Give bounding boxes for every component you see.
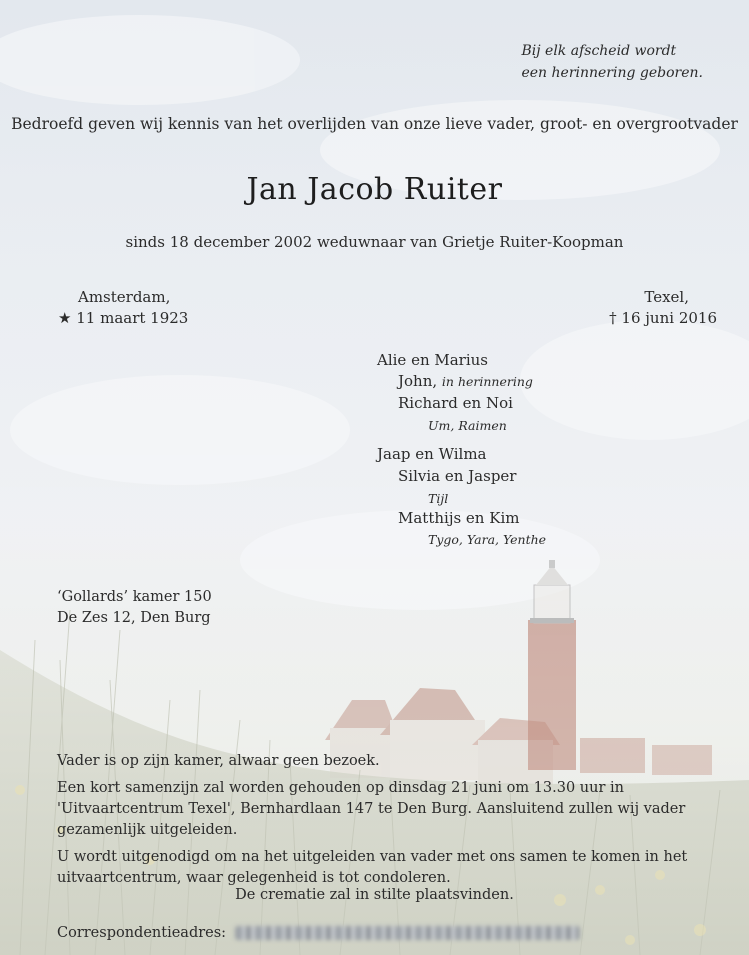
birth-date-row <box>58 308 188 329</box>
birth-place: Amsterdam, <box>78 288 171 306</box>
family-child-2-1: Silvia en Jasper <box>398 467 517 485</box>
quote-line-2: een herinnering geboren. <box>521 65 703 81</box>
correspondence-address <box>57 925 580 942</box>
address-line-1: ‘Gollards’ kamer 150 <box>57 589 212 605</box>
redacted-address <box>235 926 580 940</box>
quote-line-1: Bij elk afscheid wordt <box>521 43 677 59</box>
correspondence-label: Correspondentieadres: <box>57 925 227 941</box>
family-child-note: in herinnering <box>441 374 533 389</box>
family-child-2-2: Matthijs en Kim <box>398 509 520 527</box>
address-line-2: De Zes 12, Den Burg <box>57 610 211 626</box>
death-date: 16 juni 2016 <box>621 309 717 327</box>
birth-date: 11 maart 1923 <box>76 309 189 327</box>
details-paragraph-1: Vader is op zijn kamer, alwaar geen bezoek. <box>57 753 380 769</box>
details-paragraph-2: Een kort samenzijn zal worden gehouden op dinsdag 21 juni om 13.30 uur in 'Uitvaartcentrum Texel', Bernhardlaan 147 te Den Burg. Aansluitend zullen wij vader gezamenlijk uitgeleiden. <box>57 780 686 838</box>
deceased-name: Jan Jacob Ruiter <box>246 172 503 207</box>
cremation-note: De crematie zal in stilte plaatsvinden. <box>235 887 514 903</box>
star-icon: ★ <box>58 309 72 327</box>
family-child-name: John, <box>398 372 438 390</box>
residence-address <box>57 587 212 629</box>
family-grandchildren-2-2: Tygo, Yara, Yenthe <box>428 532 547 547</box>
death-info <box>609 287 717 329</box>
widower-line: sinds 18 december 2002 weduwnaar van Grietje Ruiter-Koopman <box>125 233 624 251</box>
family-child-1-1 <box>398 372 533 390</box>
details-paragraph-3: U wordt uitgenodigd om na het uitgeleiden van vader met ons samen te komen in het uitvaartcentrum, waar gelegenheid is tot condoleren. <box>57 849 688 886</box>
family-child-1-2: Richard en Noi <box>398 394 513 412</box>
family-parents-2: Jaap en Wilma <box>377 445 487 463</box>
family-grandchildren-1-2: Um, Raimen <box>428 418 507 433</box>
birth-info <box>58 287 188 329</box>
quote <box>521 40 703 84</box>
death-place: Texel, <box>644 288 689 306</box>
family-parents-1: Alie en Marius <box>377 351 489 369</box>
family-grandchildren-2-1: Tijl <box>428 491 449 506</box>
funeral-details <box>57 751 737 895</box>
dagger-icon: † <box>609 309 617 327</box>
announcement-intro: Bedroefd geven wij kennis van het overlijden van onze lieve vader, groot- en overgrootvader <box>11 115 738 133</box>
death-date-row <box>609 308 717 329</box>
